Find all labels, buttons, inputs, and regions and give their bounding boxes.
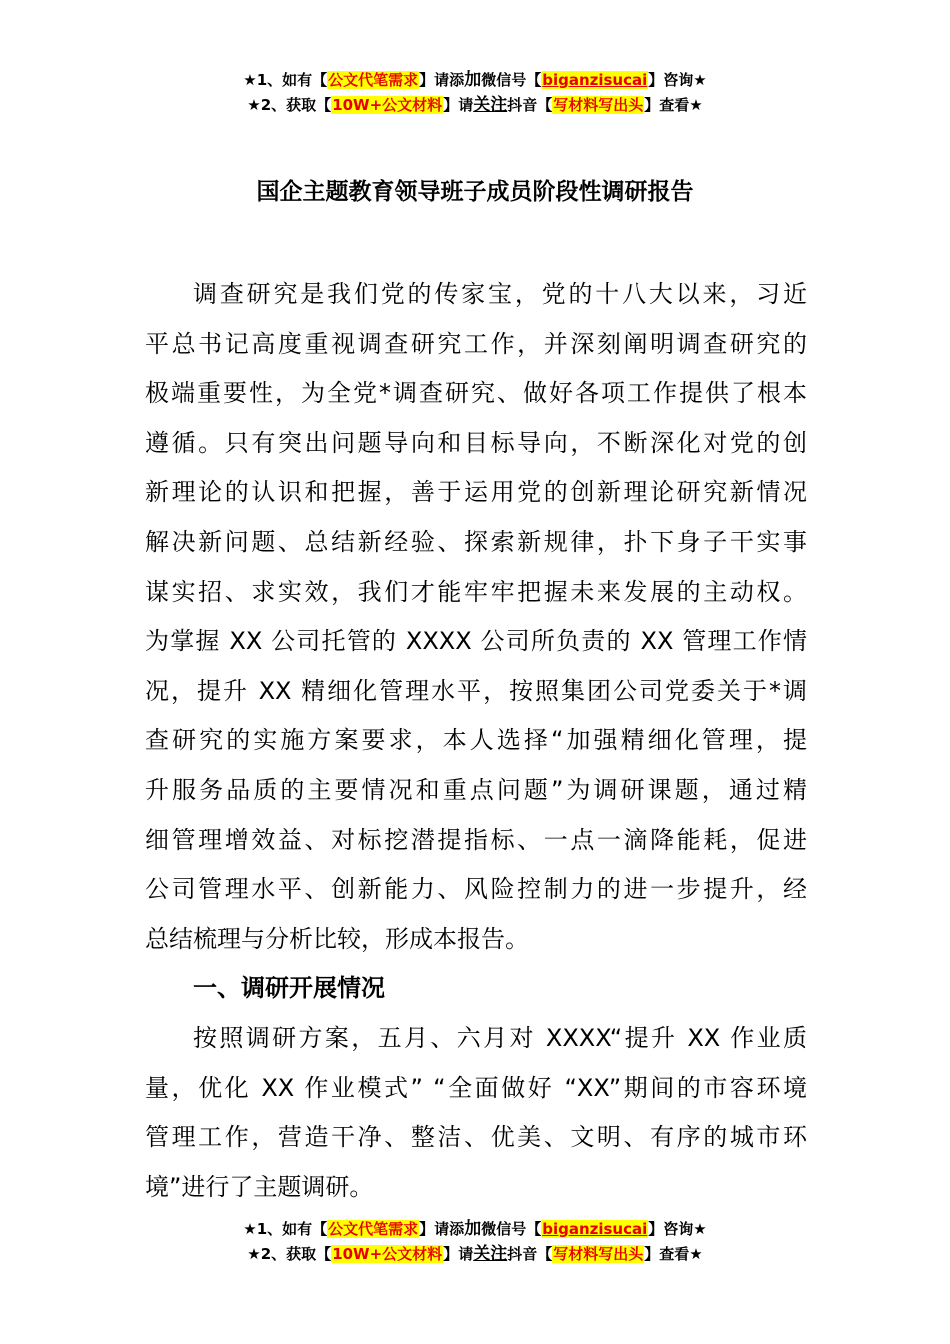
text-line: 况，提升 XX 精细化管理水平，按照集团公司党委关于*调 (145, 676, 807, 705)
text-line: 解决新问题、总结新经验、探索新规律，扑下身子干实事 (145, 527, 807, 556)
promo-text: 抖音【 (507, 96, 553, 114)
text-line: 升服务品质的主要情况和重点问题”为调研课题，通过精 (145, 775, 807, 804)
promo-highlight: 写材料写出头 (553, 96, 644, 114)
document-title: 国企主题教育领导班子成员阶段性调研报告 (256, 179, 694, 205)
promo-highlight: 10W+公文材料 (332, 96, 443, 114)
wechat-id-link[interactable]: biganzisucai (542, 71, 648, 89)
section-heading: 一、调研开展情况 (193, 974, 385, 1003)
promo-emphasis: 加 (464, 70, 482, 90)
text-line: 谋实招、求实效，我们才能牢牢把握未来发展的主动权。 (145, 577, 807, 606)
wechat-id-link[interactable]: biganzisucai (542, 1220, 648, 1238)
promo-line-1 (0, 1217, 950, 1242)
promo-text: 】请 (443, 96, 474, 114)
document-body (145, 270, 807, 1212)
promo-text: 微信号【 (481, 1220, 542, 1238)
text-line: 管理工作，营造干净、整洁、优美、文明、有序的城市环 (145, 1123, 807, 1152)
text-line: 境”进行了主题调研。 (145, 1172, 374, 1201)
promo-emphasis: 关注 (473, 1244, 508, 1264)
promo-text: 】咨询★ (648, 1220, 707, 1238)
text-line: 细管理增效益、对标挖潜提指标、一点一滴降能耗，促进 (145, 825, 807, 854)
text-line: 量，优化 XX 作业模式” “全面做好 “XX”期间的市容环境 (145, 1073, 807, 1102)
header-promo-banner (0, 68, 950, 118)
promo-text: 】查看★ (644, 96, 703, 114)
promo-emphasis: 加 (464, 1219, 482, 1239)
promo-text: 微信号【 (481, 71, 542, 89)
footer-promo-banner (0, 1217, 950, 1267)
text-line: 遵循。只有突出问题导向和目标导向，不断深化对党的创 (145, 428, 807, 457)
promo-emphasis: 关注 (473, 95, 508, 115)
text-line: 调查研究是我们党的传家宝，党的十八大以来，习近 (193, 280, 807, 308)
promo-text: ★2、获取【 (247, 1245, 332, 1263)
promo-text: 】查看★ (644, 1245, 703, 1263)
promo-text: 】请 (443, 1245, 474, 1263)
promo-highlight: 10W+公文材料 (332, 1245, 443, 1263)
promo-text: 】请添 (419, 1220, 465, 1238)
text-line: 按照调研方案，五月、六月对 XXXX“提升 XX 作业质 (193, 1023, 807, 1052)
text-line: 为掌握 XX 公司托管的 XXXX 公司所负责的 XX 管理工作情 (145, 627, 807, 656)
promo-text: 】咨询★ (648, 71, 707, 89)
text-line: 极端重要性，为全党*调查研究、做好各项工作提供了根本 (145, 379, 807, 408)
promo-text: 】请添 (419, 71, 465, 89)
promo-line-2 (0, 1242, 950, 1267)
promo-text: 抖音【 (507, 1245, 553, 1263)
text-line: 总结梳理与分析比较，形成本报告。 (145, 924, 529, 953)
promo-text: ★1、如有【 (243, 1220, 328, 1238)
promo-text: ★2、获取【 (247, 96, 332, 114)
text-line: 新理论的认识和把握，善于运用党的创新理论研究新情况 (145, 478, 807, 507)
promo-line-1 (0, 68, 950, 93)
text-line: 公司管理水平、创新能力、风险控制力的进一步提升，经 (145, 875, 807, 904)
promo-highlight: 公文代笔需求 (328, 1220, 419, 1238)
promo-highlight: 公文代笔需求 (328, 71, 419, 89)
text-line: 平总书记高度重视调查研究工作，并深刻阐明调查研究的 (145, 329, 807, 358)
paragraph-survey (145, 1014, 807, 1212)
promo-text: ★1、如有【 (243, 71, 328, 89)
promo-highlight: 写材料写出头 (553, 1245, 644, 1263)
text-line: 查研究的实施方案要求，本人选择“加强精细化管理，提 (145, 726, 807, 755)
promo-line-2 (0, 93, 950, 118)
paragraph-intro (145, 270, 807, 964)
